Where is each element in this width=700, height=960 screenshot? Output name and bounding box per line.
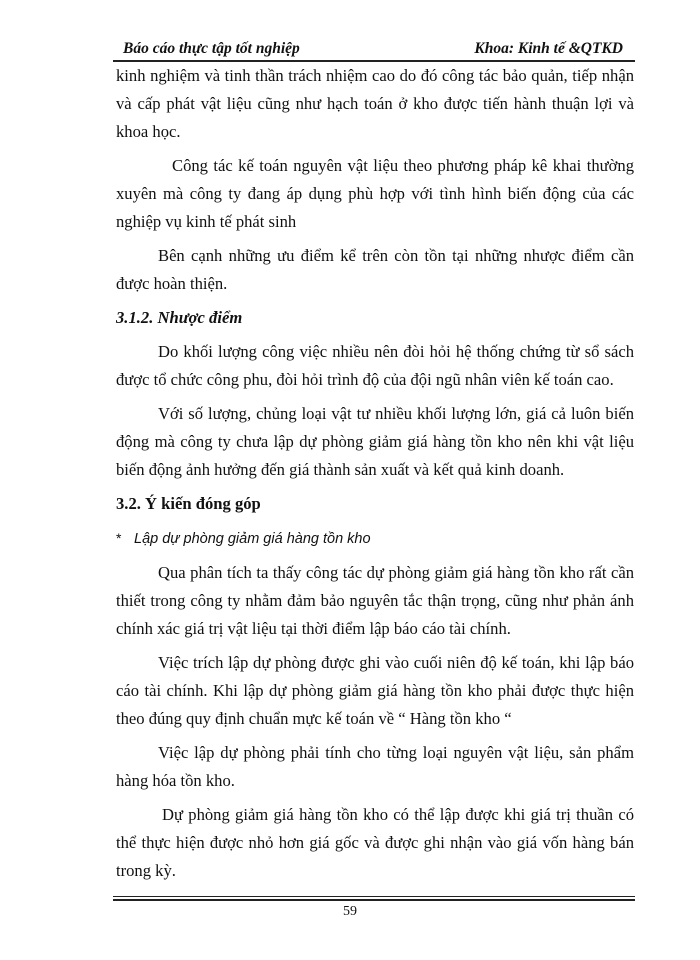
bullet-marker: * (116, 530, 122, 546)
paragraph-9: Dự phòng giảm giá hàng tồn kho có thể lập được khi giá trị thuần có thể thực hiện được nhỏ hơn giá gốc và được ghi nhận vào giá vốn hàng bán trong kỳ. (116, 805, 634, 880)
paragraph-5: Với số lượng, chủng loại vật tư nhiều khối lượng lớn, giá cả luôn biến động mà công ty chưa lập dự phòng giảm giá hàng tồn kho nên khi vật liệu biến động ảnh hưởng đến giá thành sản xuất và kết quả kinh doanh. (116, 404, 634, 479)
header-report-title: Báo cáo thực tập tốt nghiệp (123, 40, 300, 57)
bullet-text: Lập dự phòng giảm giá hàng tồn kho (134, 531, 371, 547)
paragraph-1: kinh nghiệm và tinh thần trách nhiệm cao do đó công tác bảo quản, tiếp nhận và cấp phát vật liệu cũng như hạch toán ở kho được tiến hành thuận lợi và khoa học. (116, 66, 634, 141)
paragraph-3: Bên cạnh những ưu điểm kể trên còn tồn tại những nhược điểm cần được hoàn thiện. (116, 246, 634, 293)
page-header (113, 40, 635, 62)
heading-3-2: 3.2. Ý kiến đóng góp (116, 494, 261, 513)
bullet-item (116, 524, 634, 553)
footer-rule-bottom (113, 899, 635, 901)
paragraph-8: Việc lập dự phòng phải tính cho từng loại nguyên vật liệu, sản phẩm hàng hóa tồn kho. (116, 743, 634, 790)
paragraph-6: Qua phân tích ta thấy công tác dự phòng giảm giá hàng tồn kho rất cần thiết trong công ty nhằm đảm bảo nguyên tắc thận trọng, cũng như phản ánh chính xác giá trị vật liệu tại thời điểm lập báo cáo tài chính. (116, 563, 634, 638)
header-faculty: Khoa: Kinh tế &QTKD (474, 40, 623, 57)
page-number: 59 (343, 904, 357, 919)
paragraph-2: Công tác kế toán nguyên vật liệu theo phương pháp kê khai thường xuyên mà công ty đang áp dụng phù hợp với tình hình biến động của các nghiệp vụ kinh tế phát sinh (116, 156, 634, 231)
paragraph-7: Việc trích lập dự phòng được ghi vào cuối niên độ kế toán, khi lập báo cáo tài chính. Khi lập dự phòng giảm giá hàng tồn kho phải được thực hiện theo đúng quy định chuẩn mực kế toán về “ Hàng tồn kho “ (116, 653, 634, 728)
paragraph-4: Do khối lượng công việc nhiều nên đòi hỏi hệ thống chứng từ sổ sách được tổ chức công phu, đòi hỏi trình độ của đội ngũ nhân viên kế toán cao. (116, 342, 634, 389)
page-body (116, 62, 634, 885)
heading-3-1-2: 3.1.2. Nhược điểm (116, 308, 243, 327)
footer-rule-top (113, 896, 635, 897)
